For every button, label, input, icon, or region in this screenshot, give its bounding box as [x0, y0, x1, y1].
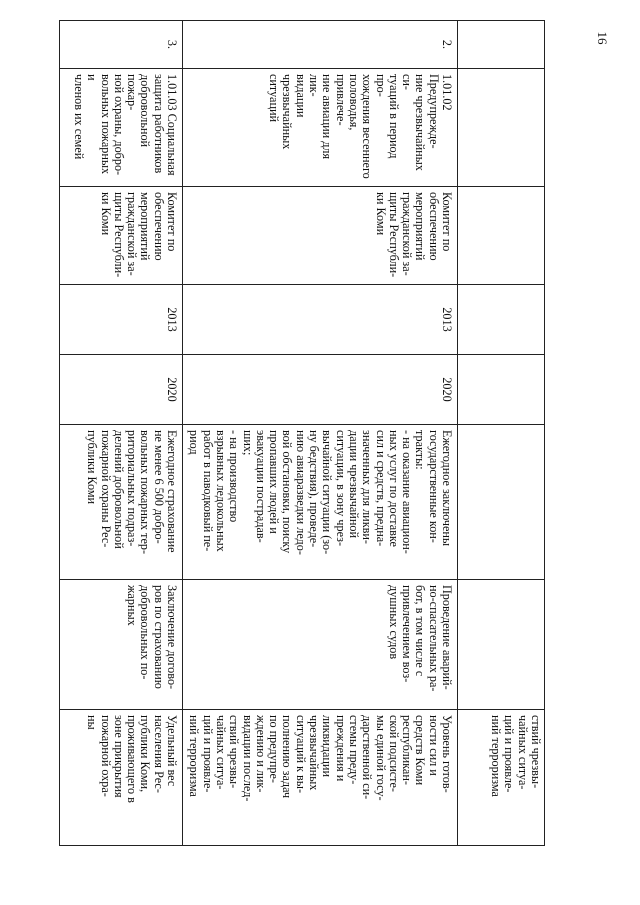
cell-result: Ежегодное заключены государственные кон- тракты: - на оказание авиацион- ных услуг по доставке сил и средств, предна- значенных для ликви- дации чрезвычайной ситуации, в зону чрез- вычайной ситуации (зо- ну бедствия), проведе- нию авиаразведки ледо- вой обстановки, поиску пропавших людей и эвакуации пострадав- ших; - на производство взрывных ледокольных работ в паводковый пе- риод — [183, 425, 458, 580]
cell-indicator: Уровень готов- ности сил и средств Коми республикан- ской подсисте- мы единой госу- дарственной си- стемы преду- преждения и ликвидации чрезвычайных ситуаций к вы- полнению задач по предупре- ждению и лик- видации послед- ствий чрезвы- чайных ситуа- ций и проявле- ний терроризма — [183, 710, 458, 846]
table-row — [183, 21, 458, 846]
cell-num: 2. — [183, 21, 458, 69]
document-sheet — [71, 20, 545, 845]
cell-executor: Комитет по обеспечению мероприятий гражданской за- щиты Республи- ки Коми — [60, 187, 183, 285]
table-row — [60, 21, 183, 846]
cell-measure — [458, 69, 545, 187]
cell-end-year: 2020 — [60, 355, 183, 425]
cell-result — [458, 425, 545, 580]
program-measures-table — [59, 20, 545, 846]
page-number: 16 — [595, 31, 610, 45]
cell-num: 3. — [60, 21, 183, 69]
cell-start-year: 2013 — [60, 285, 183, 355]
cell-consequence: Проведение аварий- но-спасательных ра- бот, в том числе с привлечением воз- душных судов — [183, 580, 458, 710]
cell-measure: 1.01.02 Предупрежде- ние чрезвычайных си- туаций в период про- хождения весеннего половодья, привлече- ние авиации для лик- видации чрезвычайных ситуаций — [183, 69, 458, 187]
cell-consequence: Заключение догово- ров по страхованию добровольных по- жарных — [60, 580, 183, 710]
cell-end-year — [458, 355, 545, 425]
table-row-continued — [458, 21, 545, 846]
cell-start-year — [458, 285, 545, 355]
cell-executor: Комитет по обеспечению мероприятий гражданской за- щиты Республи- ки Коми — [183, 187, 458, 285]
cell-result: Ежегодное страхование не менее 6 500 добро- вольных пожарных тер- риториальных подраз- делений добровольной пожарной охраны Рес- публики Коми — [60, 425, 183, 580]
cell-indicator: ствий чрезвы- чайных ситуа- ций и проявле- ний терроризма — [458, 710, 545, 846]
cell-consequence — [458, 580, 545, 710]
cell-start-year: 2013 — [183, 285, 458, 355]
cell-executor — [458, 187, 545, 285]
cell-end-year: 2020 — [183, 355, 458, 425]
cell-num — [458, 21, 545, 69]
cell-indicator: Удельный вес населения Рес- публики Коми, проживающего в зоне прикрытия пожарной охра- ны — [60, 710, 183, 846]
cell-measure: 1.01.03 Социальная защита работников добровольной пожар- ной охраны, добро- вольных пожарных и членов их семей — [60, 69, 183, 187]
